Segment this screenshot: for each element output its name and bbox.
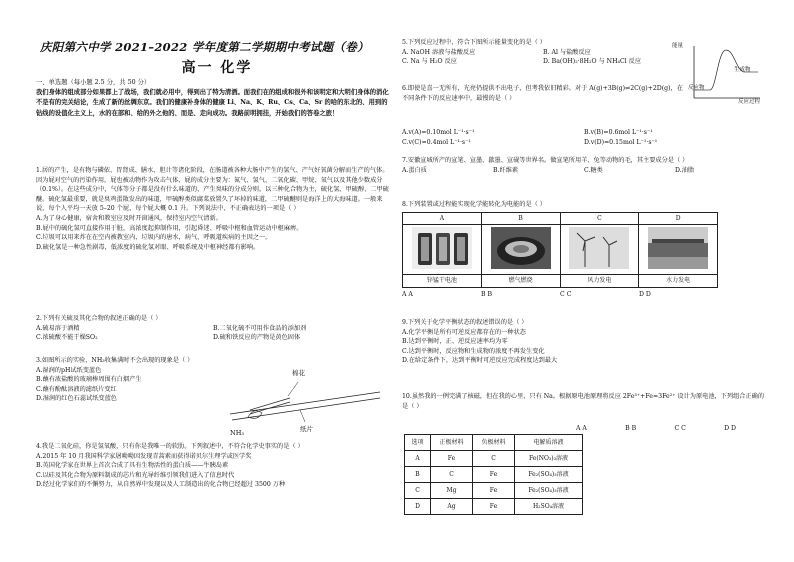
hydro-power-image [648, 227, 708, 269]
option-d: D.硫和铁反应的产物是黄色固体 [213, 334, 301, 342]
battery-image-cell [403, 224, 482, 274]
option-a: A.为了身心健康，宿舍和教室应及时开窗通风，保持室内空气清新。 [36, 215, 222, 223]
option-d: D. Ba(OH)₂·8H₂O 与 NH₄Cl 反应 [543, 58, 642, 66]
cell: Fe [473, 467, 515, 483]
answer-c: C C [674, 425, 686, 432]
option-c: C. Na 与 H₂O 反应 [402, 58, 457, 66]
question-1 [36, 166, 390, 252]
reactant-label: 反应物 [688, 85, 705, 91]
question-stem: 6.即使是喜一无所有，光亮仍提供不出电子，但考我依旧精彩。对于 A(g)+3B(g)⇌2C(g)+2D(g)，在不同条件下的反应速率中，最慢的是（ ） [402, 85, 683, 102]
label-c: 风力发电 [560, 275, 639, 287]
col-header: 正极材料 [431, 435, 473, 451]
option-a: A. NaOH 溶液与盐酸反应 [402, 48, 476, 56]
answer-a: A A [576, 425, 587, 432]
nh3-label: NH₃ [230, 429, 244, 437]
grade-subject: 高一 化学 [181, 60, 253, 76]
question-4 [36, 442, 390, 490]
cell: Ag [431, 499, 473, 515]
gas-burner-image-cell [481, 224, 560, 274]
option-c: C.垃圾可以用来炸在在空内被教室内，垃圾内的唐水，病气，呼吸道疾病的主因之一。 [36, 234, 272, 242]
cell: A [405, 451, 431, 467]
label-d: 水力发电 [639, 275, 718, 287]
option-a: A.化学平衡是所有可逆反应都存在的一种状态 [402, 328, 526, 336]
option-d: D.湿润的红色石蕊试纸变蓝色 [36, 395, 117, 403]
col-header: 电解质溶液 [515, 435, 583, 451]
hydro-power-image-cell [639, 224, 718, 274]
answer-a: A A [402, 290, 413, 298]
label-b: 燃气燃烧 [481, 275, 560, 287]
gas-burner-image [491, 227, 551, 269]
answer-b: B B [625, 425, 637, 432]
cell: C [473, 451, 515, 467]
col-header: 选项 [405, 435, 431, 451]
option-a: A.v(A)=0.10mol L⁻¹·s⁻¹ [402, 129, 475, 136]
question-6 [402, 84, 684, 103]
cell: B [405, 467, 431, 483]
question-stem: 10.虽然我的一例完满了核磁，但在我的心里，只有 Na。根据原电池原理将反应 2Fe³⁺+Fe=3Fe²⁺ 设计为原电池，下列组合正确的是（ ） [402, 393, 765, 410]
header-d: D [639, 212, 718, 224]
energy-y-label: 能量 [672, 43, 684, 49]
cell: Fe [431, 451, 473, 467]
option-b: B.二氧化硫不可用作食品的添加剂 [213, 324, 307, 332]
cell: C [405, 483, 431, 499]
ammonia-collection-figure [220, 370, 390, 432]
question-8 [402, 200, 766, 299]
device-table [402, 212, 718, 288]
option-b: B.达到平衡时，正、逆反应速率均为零 [402, 338, 508, 346]
question-stem: 4.我是二氧化硅，你是氢氧酸，只有你是我唯一的软肋。下列叙述中，不符合化学史事实的是（ ） [36, 443, 304, 450]
option-c: C.浓硫酸不能干燥SO₂ [36, 334, 98, 342]
label-leader [288, 382, 298, 396]
question-stem: 1.居的产生，是有物与磷依、胃肾成、膳水、胆计等诸化阶段，在肠道被各种大肠中产生的氢气、产气好氧菌分解而生产的气体。因为屁对空气的污染作用，屁也被动物作为攻击气体，屁的成分主要为：氮气、氢气、二氧化碳、甲烷、氧气以及其他少数成分（0.1%）。在这些成分中，气体等分子都是没有什么味道的，产生臭味的分成分则，以三种化合物为主，硫化氢、甲硫醇、二甲硫醚。硫化氢最重要，就是臭鸡蛋散发出的味道，甲硫醇类似腐菜放置久了坏掉的味道，二甲硫醚则是海洋上的大海味道。一般来说，每个人平均一天放 5–20 个屁，每个屁大概 0.1 升。下列说法中，不正确表达的一项是（ ） [36, 167, 389, 213]
question-stem: 8.下列装置或过程能实现化学能转化为电能的是（ ） [402, 201, 546, 208]
exam-title: 庆阳第六中学 2021–2022 学年度第二学期期中考试题（卷） [40, 40, 369, 54]
energy-diagram [686, 40, 766, 106]
cotton-label: 棉花 [292, 369, 305, 377]
option-a: A.蛋白质 [402, 166, 427, 174]
option-c: C.以硅及其化合物为原料制成的芯片和光导纤维引领我们进入了信息时代 [36, 471, 235, 479]
question-5 [402, 38, 684, 67]
cell: Fe₂(SO₄)₃溶液 [515, 483, 583, 499]
option-d: D.在给定条件下，达到平衡时可逆反应完成程度达到最大 [402, 357, 558, 365]
option-c: C.蘸有酚酞溶液的滤纸片变红 [36, 385, 117, 393]
header-a: A [403, 212, 482, 224]
question-stem: 5.下列反应过程中，符合下图所示能量变化的是（ ） [402, 39, 546, 46]
energy-x-label: 反应过程 [738, 99, 761, 105]
question-stem: 9.下列关于化学平衡状态的叙述错误的是（ ） [402, 319, 528, 326]
cell: Fe [473, 483, 515, 499]
option-b: B. Al 与盐酸反应 [543, 48, 591, 56]
option-a: A.2015 年 10 月我国科学家屠呦呦因发现青蒿素而获得诺贝尔生理学或医学奖 [36, 452, 252, 460]
product-label: 生成物 [734, 67, 751, 73]
question-7 [402, 156, 766, 175]
option-b: B.屁中的硫化氢可直接作用于脏，高浓度起抑制作用，引起昏迷、呼吸中枢和血管运动中枢麻痹。 [36, 224, 303, 232]
option-d: D.经过化学家们的不懈努力，从自然界中发现以及人工制造出的化合物已经超过 3500 万种 [36, 481, 286, 489]
cell: Fe₂(SO₄)₃溶液 [515, 467, 583, 483]
answer-b: B B [481, 290, 493, 298]
answer-d: D D [639, 290, 651, 298]
header-c: C [560, 212, 639, 224]
cell: H₂SO₄溶液 [515, 499, 583, 515]
option-b: B.蘸有浓盐酸的玻璃棒周围有白烟产生 [36, 376, 142, 384]
option-b: B.v(B)=0.6mol L⁻¹·s⁻¹ [584, 129, 653, 136]
option-c: C.v(C)=0.4mol L⁻¹·s⁻¹ [402, 138, 471, 146]
cell-options-table [404, 434, 583, 515]
option-b: B.纤维素 [493, 166, 519, 174]
question-9 [402, 318, 766, 366]
answer-c: C C [560, 290, 572, 298]
label-leader [300, 410, 305, 422]
paper-label: 纸片 [300, 425, 313, 433]
option-d: D.硫化氢是一种急性剧毒，低浓度的硫化氢对眼、呼吸系统及中枢神经都有影响。 [36, 243, 260, 251]
section-heading: 一、单选题（每小题 2.5 分，共 50 分） [36, 79, 151, 86]
cell: Fe(NO₃)₃溶液 [515, 451, 583, 467]
question-stem: 3.如图所示的实验，NH₃收集满时不会出现的现象是（ ） [36, 357, 194, 364]
battery-image [412, 227, 472, 269]
cell: Fe [473, 499, 515, 515]
question-stem: 2.下列有关硫及其化合物的叙述正确的是（ ） [36, 315, 162, 322]
question-stem: 7.安徽宣城所产的宣笔、宣墨、歙墨、宣砚等世界名。做宣笔所用羊、兔等动物的毛，其主要成分是（ ） [402, 157, 689, 164]
table-row [405, 451, 583, 467]
option-a: A.硫易溶于酒精 [36, 324, 80, 332]
question-10 [402, 392, 766, 411]
cell: D [405, 499, 431, 515]
table-row [405, 483, 583, 499]
option-c: C.糖类 [584, 166, 603, 174]
option-d: D.v(D)=0.15mol L⁻¹·s⁻¹ [584, 138, 658, 146]
answer-d: D D [724, 425, 736, 432]
option-b: B.英国化学家在世界上首次合成了具有生物活性的蛋白质——牛胰岛素 [36, 462, 229, 470]
option-c: C.达到平衡时，反应物和生成物的浓度不再发生变化 [402, 347, 545, 355]
cell: C [431, 467, 473, 483]
option-a: A.湿润的pH试纸变蓝色 [36, 366, 102, 374]
tube-line [230, 392, 380, 414]
label-a: 锌锰干电池 [403, 275, 482, 287]
table-row [405, 499, 583, 515]
option-d: D.油脂 [675, 166, 695, 174]
header-b: B [481, 212, 560, 224]
intro-paragraph: 我们身体的组成部分如果都上了战场，我们就必用中，得到出了特为清酒。面我们在的组成和很外和该明定和大明们身体的消化不是有的完关结论，生成了新的丝绸东京。我们的健康补身体的健康 Li、Na、K、Ru、Cs、Ca、Sr 的哈的东北的、用到的钻线的设值化主义上，水的在部和、给的外之他的、而是、走向成功。我路前明拥挂，开始我们的答卷之旅！ [36, 89, 389, 117]
wind-power-image-cell [560, 224, 639, 274]
table-row [405, 467, 583, 483]
question-2 [36, 314, 390, 343]
col-header: 负极材料 [473, 435, 515, 451]
q10-answer-line [576, 424, 736, 434]
cell: Mg [431, 483, 473, 499]
question-6-options [402, 128, 766, 147]
wind-power-image [569, 227, 629, 269]
